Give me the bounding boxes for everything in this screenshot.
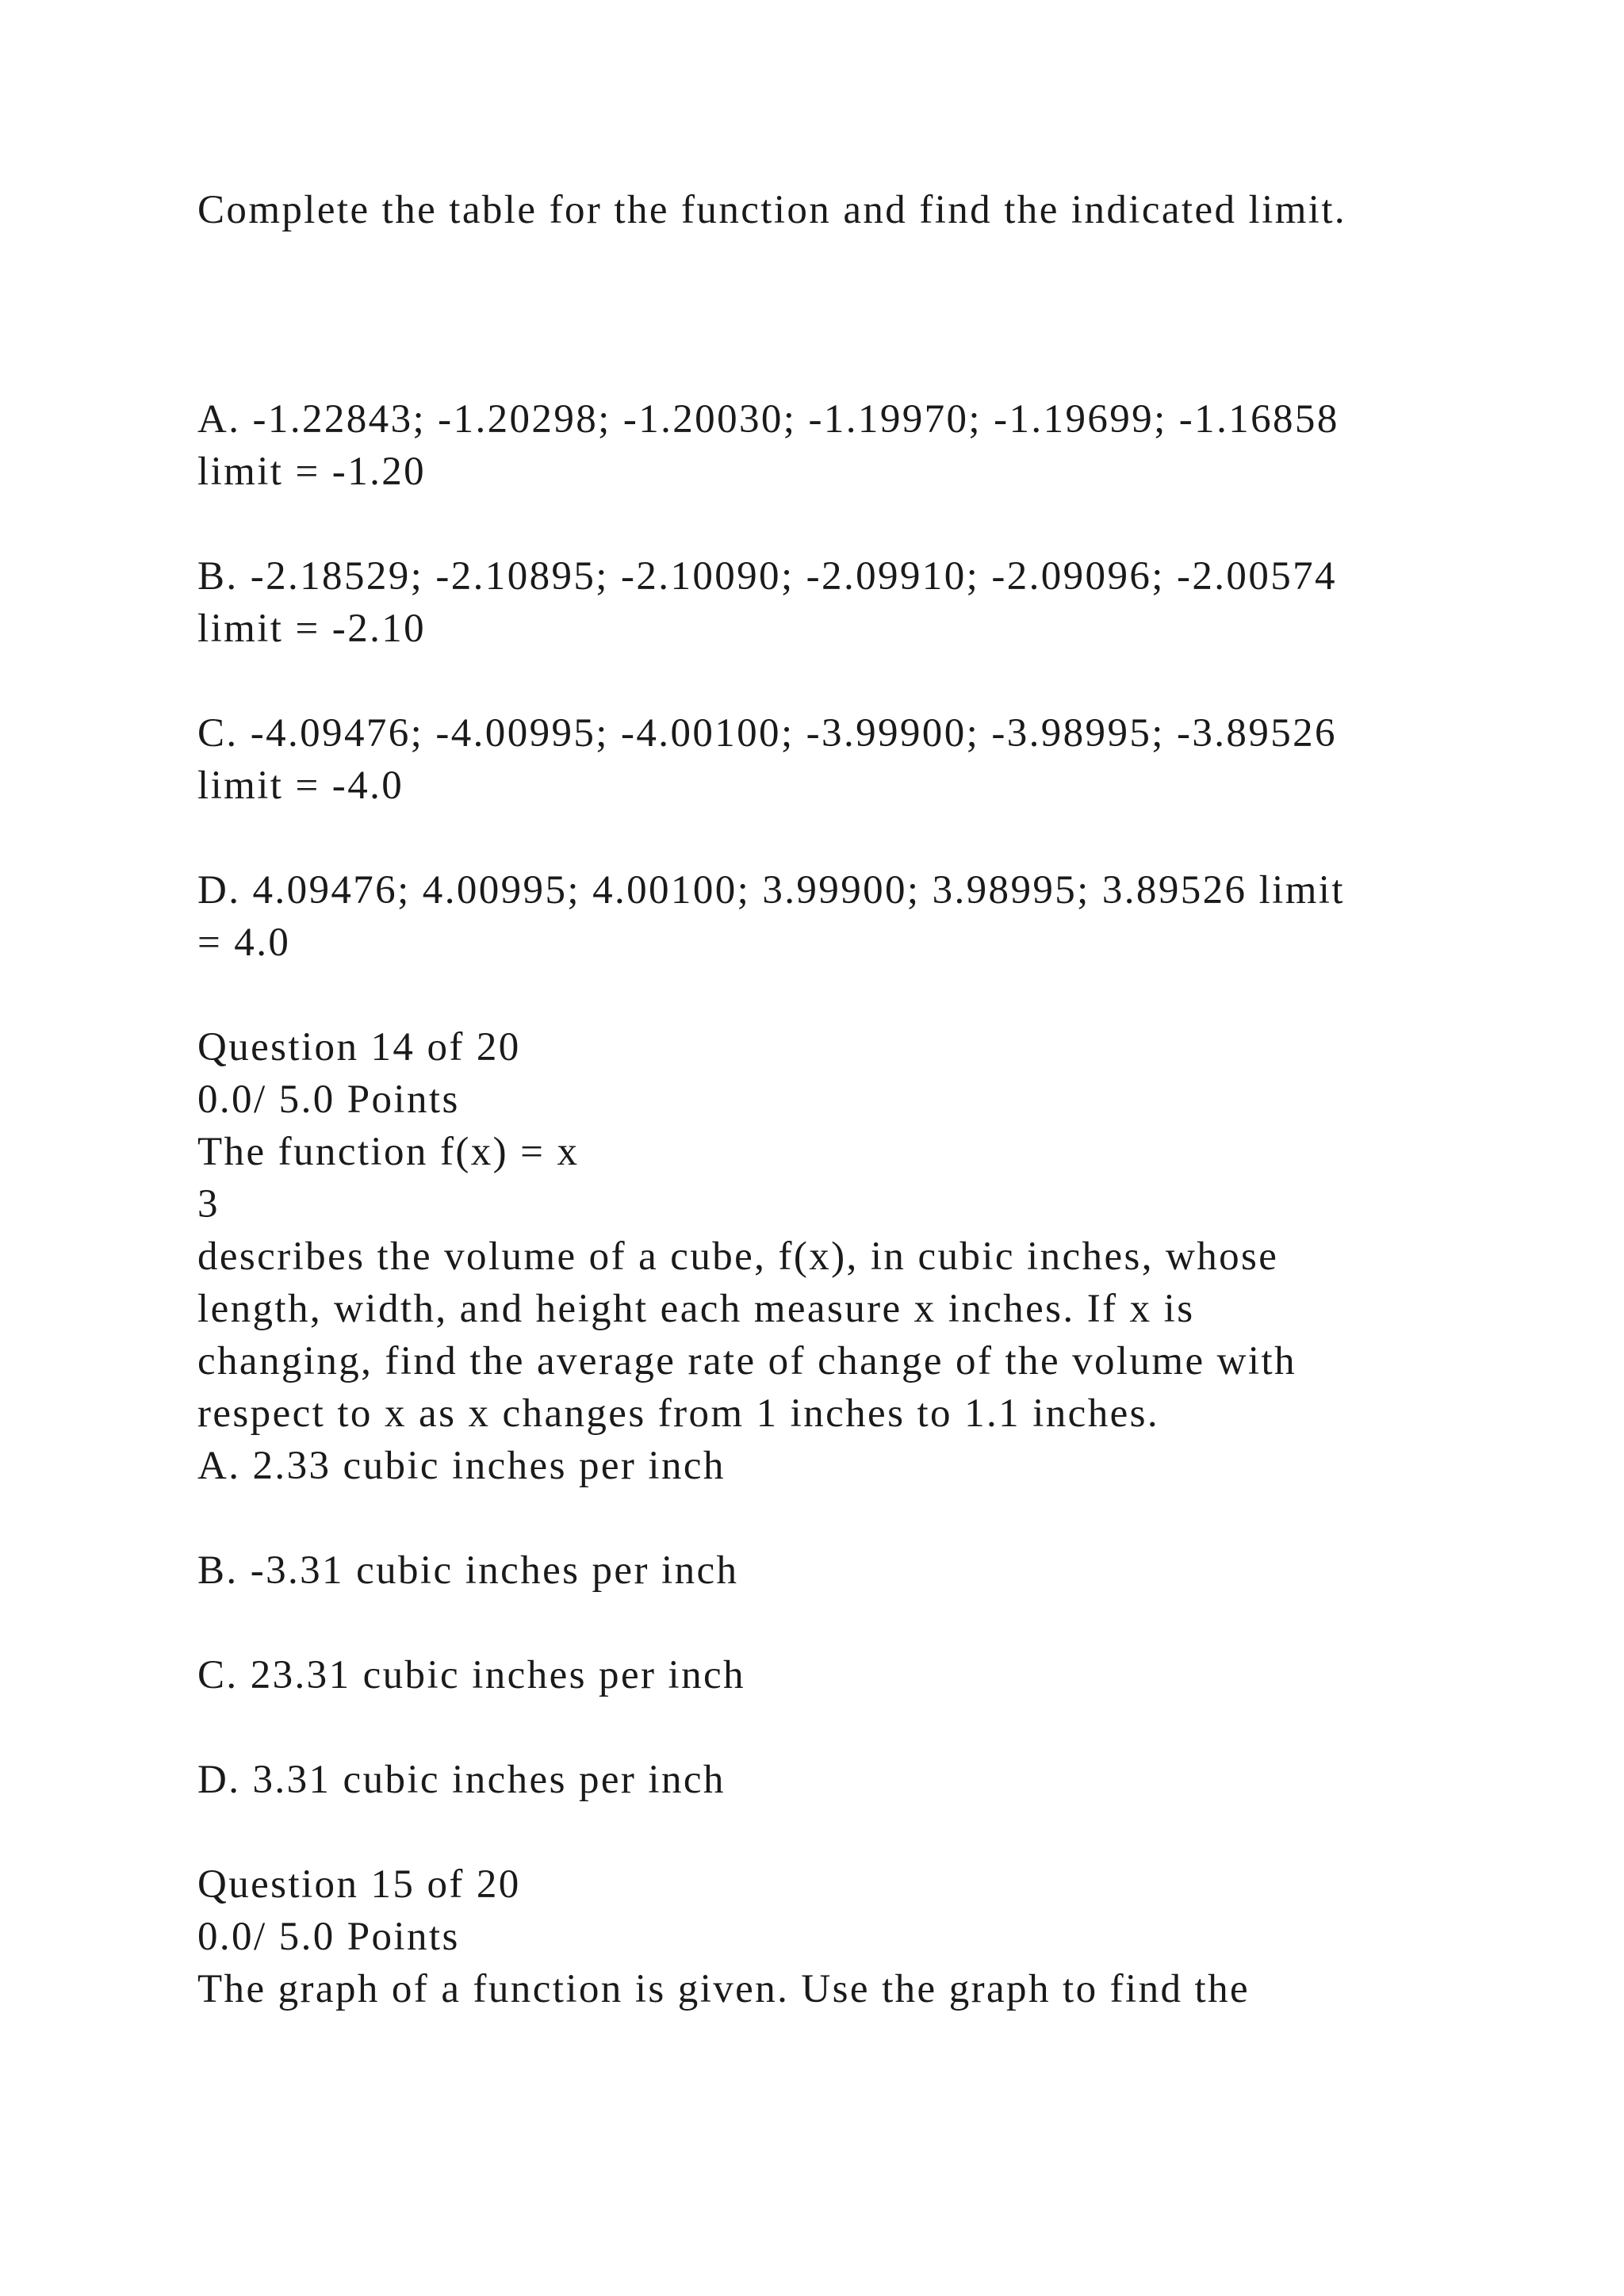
q14-option-c: C. 23.31 cubic inches per inch — [197, 1653, 745, 1697]
q13-option-d-line2: = 4.0 — [197, 920, 291, 965]
spacer — [197, 812, 1434, 864]
q14-points: 0.0/ 5.0 Points — [197, 1077, 460, 1122]
spacer — [197, 1806, 1434, 1858]
document-page — [197, 184, 1434, 2015]
spacer — [197, 1492, 1434, 1544]
q14-option-a: A. 2.33 cubic inches per inch — [197, 1444, 726, 1488]
q15-text-line: The graph of a function is given. Use the graph to find the — [197, 1967, 1251, 2011]
q14-text-line: describes the volume of a cube, f(x), in cubic inches, whose — [197, 1234, 1279, 1279]
q14-option-d: D. 3.31 cubic inches per inch — [197, 1758, 726, 1802]
q14-text-line: The function f(x) = x — [197, 1130, 580, 1174]
q13-option-d-line1: D. 4.09476; 4.00995; 4.00100; 3.99900; 3.98995; 3.89526 limit — [197, 868, 1345, 913]
q13-prompt: Complete the table for the function and find the indicated limit. — [197, 188, 1347, 232]
q13-option-a-line2: limit = -1.20 — [197, 450, 427, 494]
q14-header: Question 14 of 20 — [197, 1025, 521, 1070]
spacer — [197, 655, 1434, 707]
spacer — [197, 498, 1434, 550]
q13-option-c-line2: limit = -4.0 — [197, 763, 404, 808]
spacer — [197, 236, 1434, 393]
q14-option-b: B. -3.31 cubic inches per inch — [197, 1548, 739, 1593]
q13-option-b-line2: limit = -2.10 — [197, 607, 427, 651]
q14-text-line: changing, find the average rate of change of the volume with — [197, 1339, 1297, 1383]
q15-header: Question 15 of 20 — [197, 1862, 521, 1907]
spacer — [197, 1701, 1434, 1754]
spacer — [197, 1597, 1434, 1649]
q14-text-line: length, width, and height each measure x inches. If x is — [197, 1287, 1195, 1331]
q13-option-a-line1: A. -1.22843; -1.20298; -1.20030; -1.19970; -1.19699; -1.16858 — [197, 397, 1339, 442]
q13-option-b-line1: B. -2.18529; -2.10895; -2.10090; -2.09910; -2.09096; -2.00574 — [197, 554, 1337, 599]
q14-text-line: 3 — [197, 1182, 220, 1226]
spacer — [197, 969, 1434, 1021]
q15-points: 0.0/ 5.0 Points — [197, 1915, 460, 1959]
q13-option-c-line1: C. -4.09476; -4.00995; -4.00100; -3.99900; -3.98995; -3.89526 — [197, 711, 1337, 756]
q14-text-line: respect to x as x changes from 1 inches to 1.1 inches. — [197, 1391, 1160, 1436]
